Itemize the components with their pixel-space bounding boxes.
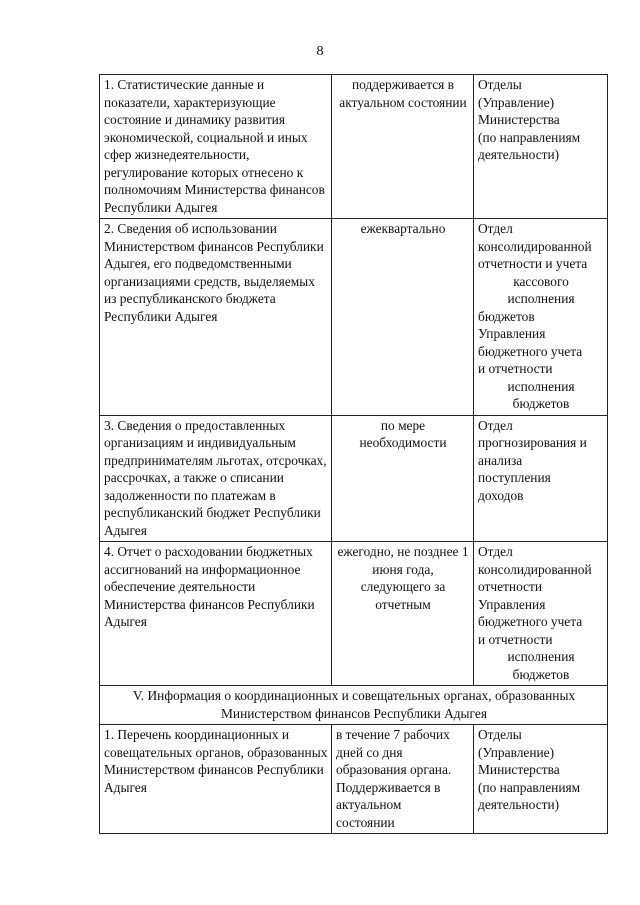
responsible-line: Министерства bbox=[478, 112, 560, 127]
responsible-cell bbox=[474, 542, 608, 686]
period-line: в течение 7 рабочих bbox=[336, 727, 450, 742]
responsible-line: (по направлениям bbox=[478, 129, 581, 145]
section-title bbox=[100, 686, 608, 725]
section-header-row bbox=[100, 686, 608, 725]
responsible-line: Отдел bbox=[478, 417, 513, 433]
responsible-line: консолидированной bbox=[478, 238, 592, 254]
responsible-line: Отделы bbox=[478, 727, 522, 742]
item-cell: 3. Сведения о предоставленных организациям и индивидуальным предпринимателям льготах, отсрочках, рассрочках, а также о списании задолженности по платежам в республиканский бюджет Республики Адыгея bbox=[100, 415, 332, 542]
responsible-line: кассового bbox=[513, 273, 569, 289]
responsible-line: деятельности) bbox=[478, 147, 560, 162]
period-line: актуальном bbox=[336, 797, 402, 812]
responsible-line: бюджетного учета bbox=[478, 614, 583, 629]
responsible-line: бюджетов bbox=[478, 308, 535, 324]
responsible-line: (Управление) bbox=[478, 744, 555, 760]
responsible-line: Управления bbox=[478, 326, 546, 341]
responsible-line: исполнения bbox=[507, 649, 575, 664]
responsible-line: Отделы bbox=[478, 77, 522, 92]
responsible-line: консолидированной bbox=[478, 561, 592, 577]
responsible-line: деятельности) bbox=[478, 797, 560, 812]
section-title-line: Министерством финансов Республики Адыгея bbox=[221, 705, 487, 721]
responsible-cell bbox=[474, 219, 608, 416]
responsible-line: отчетности и учета bbox=[478, 256, 588, 271]
responsible-line: поступления bbox=[478, 470, 551, 485]
document-table bbox=[99, 74, 608, 834]
responsible-line: исполнения bbox=[507, 378, 575, 394]
responsible-line: анализа bbox=[478, 452, 523, 468]
period-cell: ежегодно, не позднее 1 июня года, следующего за отчетным bbox=[332, 542, 474, 686]
item-cell: 4. Отчет о расходовании бюджетных ассигнований на информационное обеспечение деятельности Министерства финансов Республики Адыгея bbox=[100, 542, 332, 686]
responsible-line: отчетности bbox=[478, 579, 543, 594]
period-cell: ежеквартально bbox=[332, 219, 474, 416]
responsible-line: (по направлениям bbox=[478, 779, 581, 795]
item-cell: 2. Сведения об использовании Министерством финансов Республики Адыгея, его подведомственными организациями средств, выделяемых из республиканского бюджета Республики Адыгея bbox=[100, 219, 332, 416]
responsible-cell bbox=[474, 75, 608, 219]
responsible-line: Управления bbox=[478, 596, 546, 612]
item-cell: 1. Перечень координационных и совещательных органов, образованных Министерством финансов Республики Адыгея bbox=[100, 725, 332, 834]
responsible-line: бюджетного учета bbox=[478, 343, 583, 359]
section-title-line: V. Информация о координационных и совещательных органах, образованных bbox=[132, 688, 576, 703]
period-line: состоянии bbox=[336, 814, 395, 830]
page-number: 8 bbox=[316, 44, 324, 59]
responsible-cell bbox=[474, 415, 608, 542]
responsible-line: и отчетности bbox=[478, 631, 553, 647]
table-row bbox=[100, 725, 608, 834]
responsible-line: Министерства bbox=[478, 762, 560, 777]
responsible-cell bbox=[474, 725, 608, 834]
item-cell: 1. Статистические данные и показатели, характеризующие состояние и динамику развития экономической, социальной и иных сфер жизнедеятельности, регулирование которых отнесено к полномочиям Министерства финансов Республики Адыгея bbox=[100, 75, 332, 219]
table-row bbox=[100, 75, 608, 219]
period-cell bbox=[332, 725, 474, 834]
period-line: Поддерживается в bbox=[336, 779, 441, 795]
responsible-line: прогнозирования и bbox=[478, 435, 587, 450]
responsible-line: исполнения bbox=[507, 291, 575, 306]
responsible-line: (Управление) bbox=[478, 94, 555, 110]
responsible-line: Отдел bbox=[478, 221, 513, 236]
table-row bbox=[100, 542, 608, 686]
period-cell: по мере необходимости bbox=[332, 415, 474, 542]
period-line: дней со дня bbox=[336, 744, 403, 760]
table-row bbox=[100, 415, 608, 542]
responsible-line: бюджетов bbox=[512, 666, 570, 682]
responsible-line: доходов bbox=[478, 487, 524, 503]
period-line: образования органа. bbox=[336, 762, 452, 777]
responsible-line: Отдел bbox=[478, 544, 513, 559]
period-cell: поддерживается в актуальном состоянии bbox=[332, 75, 474, 219]
responsible-line: бюджетов bbox=[512, 396, 570, 411]
table-row bbox=[100, 219, 608, 416]
responsible-line: и отчетности bbox=[478, 361, 553, 376]
